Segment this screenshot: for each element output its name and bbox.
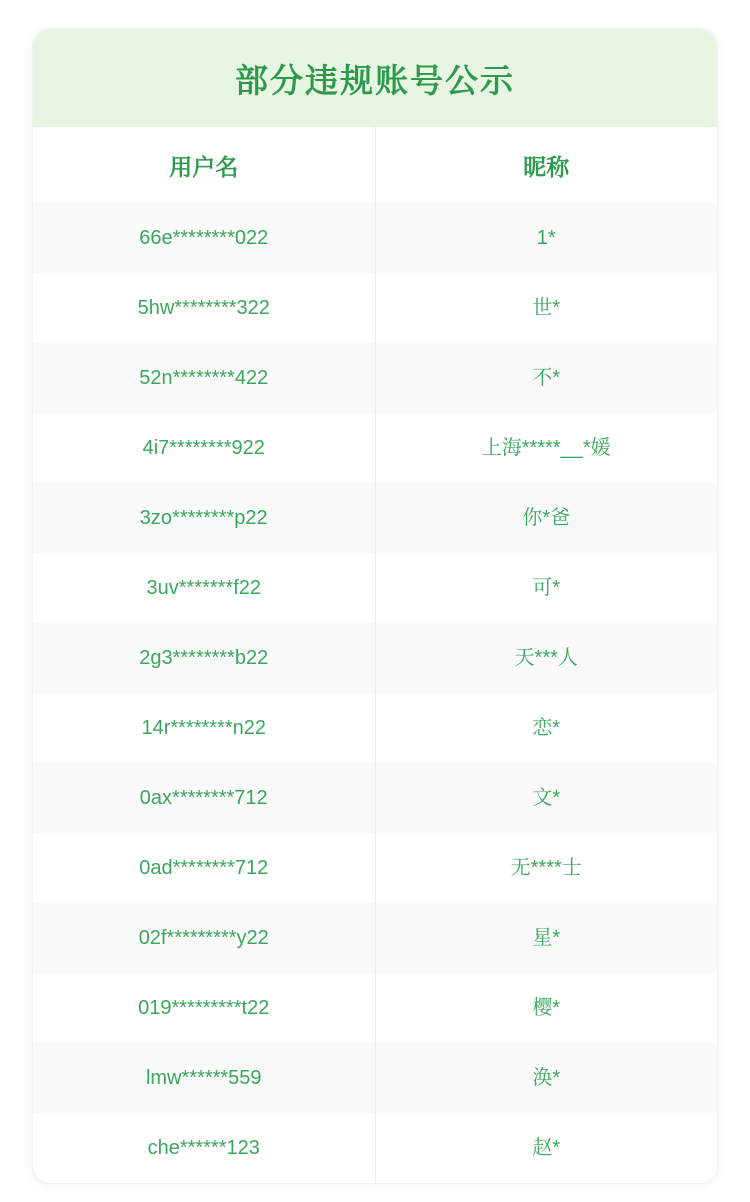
cell-nickname — [375, 693, 717, 763]
nickname-text: 上海*****__*媛 — [481, 437, 611, 459]
table-header-row — [33, 127, 717, 203]
nickname-text: 星* — [532, 927, 561, 949]
cell-nickname — [375, 903, 717, 973]
username-text: lmw******559 — [145, 1067, 262, 1089]
cell-username — [33, 273, 375, 343]
nickname-text: 赵* — [532, 1137, 561, 1159]
nickname-text: 不* — [532, 367, 561, 389]
table-row — [33, 343, 717, 413]
cell-username — [33, 483, 375, 553]
cell-nickname — [375, 1113, 717, 1183]
cell-username — [33, 553, 375, 623]
cell-nickname — [375, 273, 717, 343]
column-header-username: 用户名 — [33, 127, 375, 203]
table-row — [33, 763, 717, 833]
nickname-text: 涣* — [532, 1067, 561, 1089]
cell-username — [33, 903, 375, 973]
table-row — [33, 693, 717, 763]
username-text: 0ax********712 — [139, 787, 268, 809]
table-row — [33, 1043, 717, 1113]
violation-accounts-card — [32, 28, 718, 1184]
username-text: 66e********022 — [139, 227, 269, 249]
cell-nickname — [375, 413, 717, 483]
cell-username — [33, 973, 375, 1043]
username-text: 14r********n22 — [141, 717, 267, 739]
username-text: 5hw********322 — [137, 297, 270, 319]
nickname-text: 可* — [532, 577, 561, 599]
cell-username — [33, 1113, 375, 1183]
table-row — [33, 833, 717, 903]
table-header — [33, 127, 717, 203]
table-row — [33, 973, 717, 1043]
username-text: 02f*********y22 — [138, 927, 269, 949]
cell-username — [33, 693, 375, 763]
username-text: 3uv*******f22 — [146, 577, 262, 599]
table-row — [33, 413, 717, 483]
table-row — [33, 903, 717, 973]
cell-username — [33, 623, 375, 693]
username-text: 3zo********p22 — [139, 507, 268, 529]
table-body — [33, 203, 717, 1183]
table-row — [33, 623, 717, 693]
cell-username — [33, 763, 375, 833]
column-header-nickname: 昵称 — [375, 127, 717, 203]
cell-username — [33, 203, 375, 273]
nickname-text: 无****士 — [510, 857, 582, 879]
username-text: 4i7********922 — [142, 437, 265, 459]
table-row — [33, 273, 717, 343]
cell-username — [33, 833, 375, 903]
violation-accounts-table — [33, 127, 717, 1183]
cell-username — [33, 413, 375, 483]
page-title: 部分违规账号公示 — [235, 61, 515, 99]
cell-nickname — [375, 553, 717, 623]
nickname-text: 天***人 — [514, 647, 578, 669]
username-text: che******123 — [147, 1137, 260, 1159]
cell-nickname — [375, 343, 717, 413]
cell-username — [33, 343, 375, 413]
username-text: 52n********422 — [139, 367, 269, 389]
cell-nickname — [375, 973, 717, 1043]
username-text: 0ad********712 — [139, 857, 269, 879]
nickname-text: 恋* — [532, 717, 561, 739]
username-text: 2g3********b22 — [139, 647, 269, 669]
cell-nickname — [375, 483, 717, 553]
table-row — [33, 1113, 717, 1183]
username-text: 019*********t22 — [138, 997, 270, 1019]
table-row — [33, 483, 717, 553]
cell-username — [33, 1043, 375, 1113]
nickname-text: 你*爸 — [522, 507, 571, 529]
cell-nickname — [375, 833, 717, 903]
cell-nickname — [375, 623, 717, 693]
cell-nickname — [375, 1043, 717, 1113]
nickname-text: 世* — [532, 297, 561, 319]
cell-nickname — [375, 203, 717, 273]
nickname-text: 1* — [536, 227, 556, 249]
table-row — [33, 203, 717, 273]
table-row — [33, 553, 717, 623]
nickname-text: 文* — [532, 787, 561, 809]
card-header — [33, 29, 717, 127]
nickname-text: 樱* — [532, 997, 561, 1019]
cell-nickname — [375, 763, 717, 833]
